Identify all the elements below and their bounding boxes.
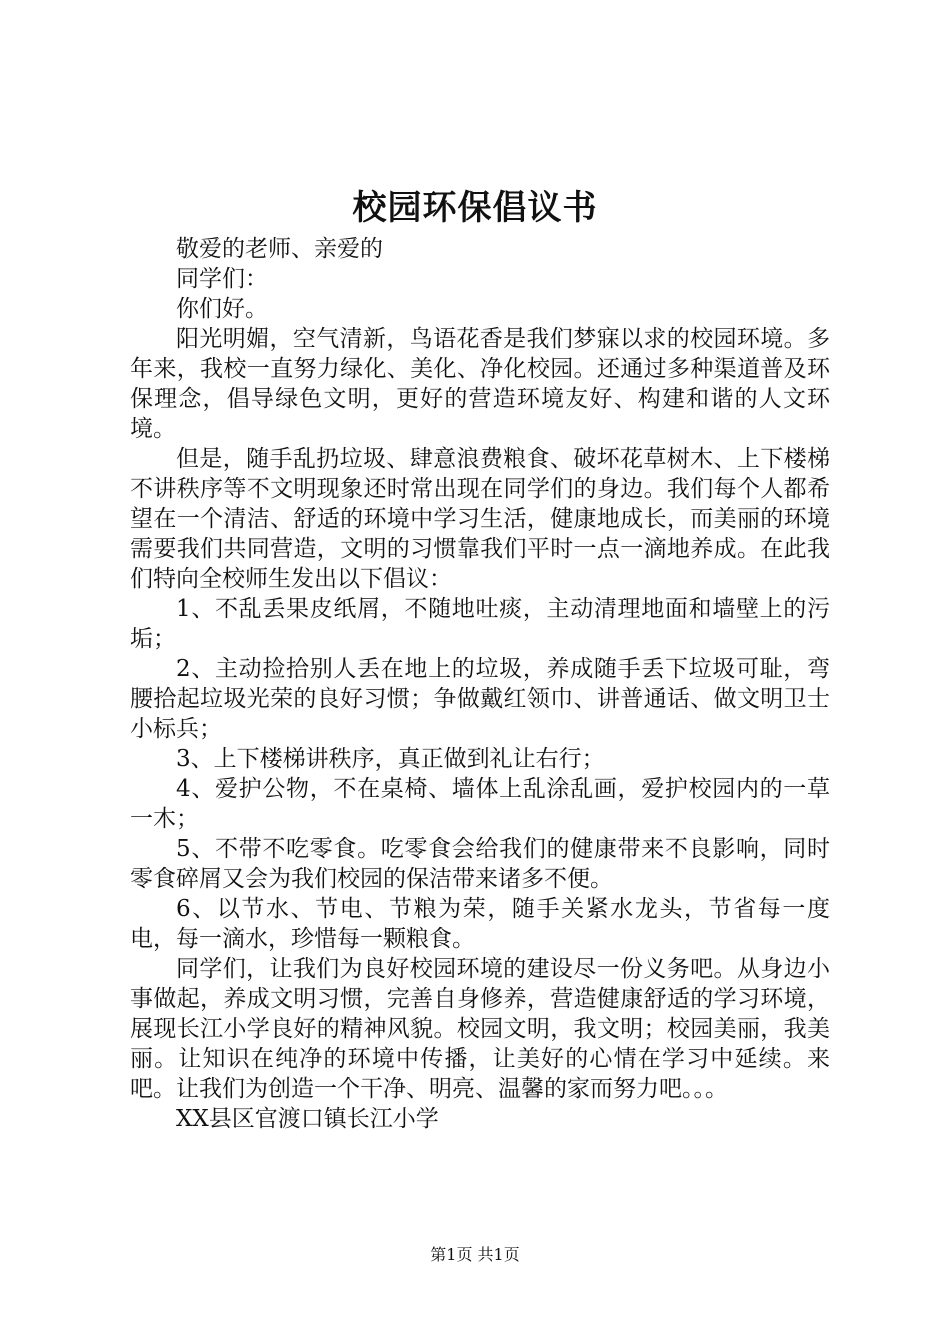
salutation-line-2: 同学们： bbox=[176, 266, 268, 292]
greeting: 你们好。 bbox=[176, 296, 268, 322]
closing-paragraph: 同学们，让我们为良好校园环境的建设尽一份义务吧。从身边小事做起，养成文明习惯，完善自身修养，营造健康舒适的学习环境，展现长江小学良好的精神风貌。校园文明，我文明；校园美丽，我美丽。让知识在纯净的环境中传播，让美好的心情在学习中延续。来吧。让我们为创造一个干净、明亮、温馨的家而努力吧。。。 bbox=[130, 956, 830, 1102]
signature: XX县区官渡口镇长江小学 bbox=[176, 1106, 439, 1132]
proposal-item-4: 4、爱护公物，不在桌椅、墙体上乱涂乱画，爱护校园内的一草一木； bbox=[130, 776, 830, 832]
problem-paragraph: 但是，随手乱扔垃圾、肆意浪费粮食、破坏花草树木、上下楼梯不讲秩序等不文明现象还时常出现在同学们的身边。我们每个人都希望在一个清洁、舒适的环境中学习生活，健康地成长，而美丽的环境需要我们共同营造，文明的习惯靠我们平时一点一滴地养成。在此我们特向全校师生发出以下倡议： bbox=[130, 446, 830, 592]
proposal-item-3: 3、上下楼梯讲秩序，真正做到礼让右行； bbox=[176, 746, 605, 772]
intro-paragraph: 阳光明媚，空气清新，鸟语花香是我们梦寐以求的校园环境。多年来，我校一直努力绿化、美化、净化校园。还通过多种渠道普及环保理念，倡导绿色文明，更好的营造环境友好、构建和谐的人文环境。 bbox=[130, 326, 830, 442]
proposal-item-6: 6、以节水、节电、节粮为荣，随手关紧水龙头，节省每一度电，每一滴水，珍惜每一颗粮食。 bbox=[130, 896, 830, 952]
page-footer: 第1页 共1页 bbox=[430, 1245, 520, 1264]
document-body bbox=[130, 234, 830, 1134]
proposal-item-1: 1、不乱丢果皮纸屑，不随地吐痰，主动清理地面和墙壁上的污垢； bbox=[130, 596, 830, 652]
proposal-item-5: 5、不带不吃零食。吃零食会给我们的健康带来不良影响，同时零食碎屑又会为我们校园的保洁带来诸多不便。 bbox=[130, 836, 830, 892]
proposal-item-2: 2、主动捡拾别人丢在地上的垃圾，养成随手丢下垃圾可耻，弯腰拾起垃圾光荣的良好习惯；争做戴红领巾、讲普通话、做文明卫士小标兵； bbox=[130, 656, 830, 742]
salutation-line-1: 敬爱的老师、亲爱的 bbox=[176, 236, 383, 262]
document-title: 校园环保倡议书 bbox=[352, 188, 598, 228]
